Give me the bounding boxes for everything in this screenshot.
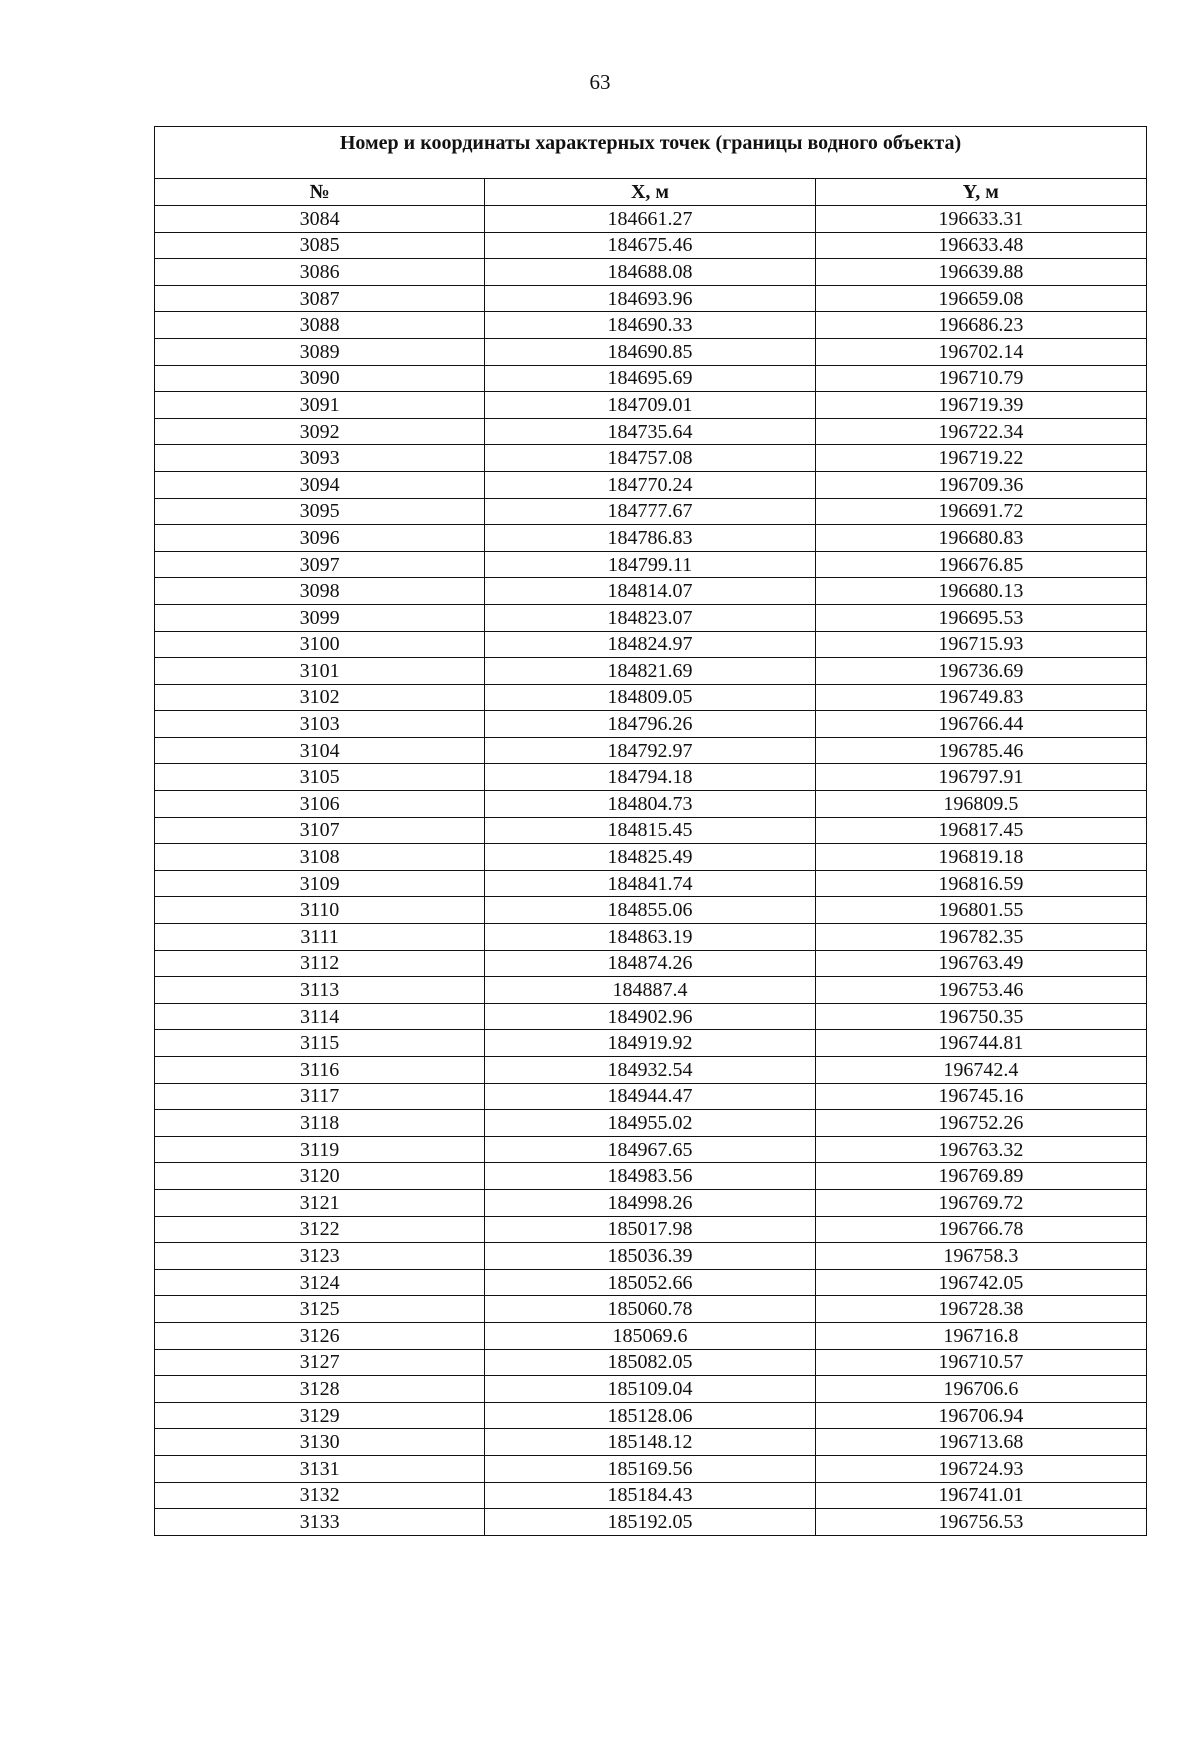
x-coordinate-cell: 184675.46	[485, 232, 815, 259]
point-number-cell: 3124	[155, 1269, 485, 1296]
point-number-cell: 3126	[155, 1322, 485, 1349]
point-number-cell: 3130	[155, 1429, 485, 1456]
y-coordinate-cell: 196753.46	[815, 977, 1146, 1004]
table-row	[155, 1030, 1147, 1057]
point-number-cell: 3088	[155, 312, 485, 339]
x-coordinate-cell: 184998.26	[485, 1189, 815, 1216]
point-number-cell: 3102	[155, 684, 485, 711]
table-row	[155, 312, 1147, 339]
x-coordinate-cell: 185082.05	[485, 1349, 815, 1376]
y-coordinate-cell: 196769.89	[815, 1163, 1146, 1190]
x-coordinate-cell: 184841.74	[485, 870, 815, 897]
x-coordinate-cell: 184794.18	[485, 764, 815, 791]
table-row	[155, 1509, 1147, 1536]
point-number-cell: 3101	[155, 658, 485, 685]
point-number-cell: 3085	[155, 232, 485, 259]
table-row	[155, 604, 1147, 631]
x-coordinate-cell: 185148.12	[485, 1429, 815, 1456]
table-row	[155, 684, 1147, 711]
x-coordinate-cell: 184814.07	[485, 578, 815, 605]
x-coordinate-cell: 184809.05	[485, 684, 815, 711]
y-coordinate-cell: 196680.83	[815, 525, 1146, 552]
point-number-cell: 3094	[155, 471, 485, 498]
point-number-cell: 3108	[155, 844, 485, 871]
table-row	[155, 791, 1147, 818]
x-coordinate-cell: 184757.08	[485, 445, 815, 472]
x-coordinate-cell: 184919.92	[485, 1030, 815, 1057]
point-number-cell: 3092	[155, 418, 485, 445]
y-coordinate-cell: 196680.13	[815, 578, 1146, 605]
table-row	[155, 631, 1147, 658]
table-body	[155, 206, 1147, 1536]
table-row	[155, 1083, 1147, 1110]
y-coordinate-cell: 196809.5	[815, 791, 1146, 818]
y-coordinate-cell: 196785.46	[815, 737, 1146, 764]
point-number-cell: 3118	[155, 1110, 485, 1137]
y-coordinate-cell: 196686.23	[815, 312, 1146, 339]
table-caption: Номер и координаты характерных точек (границы водного объекта)	[155, 127, 1147, 179]
point-number-cell: 3131	[155, 1455, 485, 1482]
table-row	[155, 232, 1147, 259]
y-coordinate-cell: 196769.72	[815, 1189, 1146, 1216]
y-coordinate-cell: 196758.3	[815, 1243, 1146, 1270]
point-number-cell: 3103	[155, 711, 485, 738]
column-header-number: №	[155, 179, 485, 206]
table-row	[155, 658, 1147, 685]
y-coordinate-cell: 196766.78	[815, 1216, 1146, 1243]
x-coordinate-cell: 184735.64	[485, 418, 815, 445]
point-number-cell: 3110	[155, 897, 485, 924]
point-number-cell: 3129	[155, 1402, 485, 1429]
point-number-cell: 3095	[155, 498, 485, 525]
y-coordinate-cell: 196766.44	[815, 711, 1146, 738]
point-number-cell: 3084	[155, 206, 485, 233]
point-number-cell: 3100	[155, 631, 485, 658]
y-coordinate-cell: 196659.08	[815, 285, 1146, 312]
table-row	[155, 1482, 1147, 1509]
x-coordinate-cell: 184863.19	[485, 924, 815, 951]
column-header-x: X, м	[485, 179, 815, 206]
x-coordinate-cell: 185192.05	[485, 1509, 815, 1536]
x-coordinate-cell: 185169.56	[485, 1455, 815, 1482]
point-number-cell: 3117	[155, 1083, 485, 1110]
x-coordinate-cell: 184804.73	[485, 791, 815, 818]
table-row	[155, 764, 1147, 791]
table-row	[155, 1243, 1147, 1270]
y-coordinate-cell: 196706.94	[815, 1402, 1146, 1429]
y-coordinate-cell: 196719.39	[815, 392, 1146, 419]
table-row	[155, 844, 1147, 871]
table-row	[155, 1322, 1147, 1349]
x-coordinate-cell: 184825.49	[485, 844, 815, 871]
y-coordinate-cell: 196633.31	[815, 206, 1146, 233]
x-coordinate-cell: 184821.69	[485, 658, 815, 685]
table-row	[155, 445, 1147, 472]
table-row	[155, 950, 1147, 977]
point-number-cell: 3121	[155, 1189, 485, 1216]
point-number-cell: 3122	[155, 1216, 485, 1243]
y-coordinate-cell: 196763.32	[815, 1136, 1146, 1163]
x-coordinate-cell: 184796.26	[485, 711, 815, 738]
x-coordinate-cell: 185017.98	[485, 1216, 815, 1243]
x-coordinate-cell: 184944.47	[485, 1083, 815, 1110]
table-row	[155, 977, 1147, 1004]
point-number-cell: 3098	[155, 578, 485, 605]
point-number-cell: 3086	[155, 259, 485, 286]
x-coordinate-cell: 185060.78	[485, 1296, 815, 1323]
x-coordinate-cell: 184695.69	[485, 365, 815, 392]
table-row	[155, 897, 1147, 924]
table-row	[155, 1455, 1147, 1482]
point-number-cell: 3113	[155, 977, 485, 1004]
point-number-cell: 3116	[155, 1057, 485, 1084]
y-coordinate-cell: 196819.18	[815, 844, 1146, 871]
point-number-cell: 3109	[155, 870, 485, 897]
table-row	[155, 365, 1147, 392]
table-row	[155, 711, 1147, 738]
point-number-cell: 3089	[155, 338, 485, 365]
table-row	[155, 1269, 1147, 1296]
point-number-cell: 3104	[155, 737, 485, 764]
table-row	[155, 285, 1147, 312]
x-coordinate-cell: 185128.06	[485, 1402, 815, 1429]
table-header-row	[155, 179, 1147, 206]
y-coordinate-cell: 196736.69	[815, 658, 1146, 685]
y-coordinate-cell: 196742.05	[815, 1269, 1146, 1296]
x-coordinate-cell: 184690.33	[485, 312, 815, 339]
point-number-cell: 3090	[155, 365, 485, 392]
point-number-cell: 3114	[155, 1003, 485, 1030]
table-row	[155, 1429, 1147, 1456]
table-row	[155, 578, 1147, 605]
point-number-cell: 3107	[155, 817, 485, 844]
point-number-cell: 3099	[155, 604, 485, 631]
x-coordinate-cell: 185109.04	[485, 1376, 815, 1403]
table-row	[155, 870, 1147, 897]
table-row	[155, 1136, 1147, 1163]
y-coordinate-cell: 196817.45	[815, 817, 1146, 844]
x-coordinate-cell: 184815.45	[485, 817, 815, 844]
x-coordinate-cell: 184690.85	[485, 338, 815, 365]
x-coordinate-cell: 184792.97	[485, 737, 815, 764]
point-number-cell: 3091	[155, 392, 485, 419]
table-row	[155, 737, 1147, 764]
table-row	[155, 1110, 1147, 1137]
y-coordinate-cell: 196749.83	[815, 684, 1146, 711]
y-coordinate-cell: 196763.49	[815, 950, 1146, 977]
y-coordinate-cell: 196756.53	[815, 1509, 1146, 1536]
point-number-cell: 3105	[155, 764, 485, 791]
y-coordinate-cell: 196710.79	[815, 365, 1146, 392]
y-coordinate-cell: 196724.93	[815, 1455, 1146, 1482]
table-row	[155, 1163, 1147, 1190]
y-coordinate-cell: 196639.88	[815, 259, 1146, 286]
x-coordinate-cell: 184777.67	[485, 498, 815, 525]
x-coordinate-cell: 185184.43	[485, 1482, 815, 1509]
point-number-cell: 3119	[155, 1136, 485, 1163]
y-coordinate-cell: 196702.14	[815, 338, 1146, 365]
y-coordinate-cell: 196742.4	[815, 1057, 1146, 1084]
table-row	[155, 259, 1147, 286]
x-coordinate-cell: 184693.96	[485, 285, 815, 312]
x-coordinate-cell: 184823.07	[485, 604, 815, 631]
table-row	[155, 1057, 1147, 1084]
y-coordinate-cell: 196676.85	[815, 551, 1146, 578]
x-coordinate-cell: 184855.06	[485, 897, 815, 924]
y-coordinate-cell: 196633.48	[815, 232, 1146, 259]
point-number-cell: 3093	[155, 445, 485, 472]
x-coordinate-cell: 184709.01	[485, 392, 815, 419]
point-number-cell: 3120	[155, 1163, 485, 1190]
x-coordinate-cell: 184932.54	[485, 1057, 815, 1084]
point-number-cell: 3125	[155, 1296, 485, 1323]
point-number-cell: 3115	[155, 1030, 485, 1057]
table-row	[155, 1349, 1147, 1376]
x-coordinate-cell: 185052.66	[485, 1269, 815, 1296]
table-row	[155, 1003, 1147, 1030]
y-coordinate-cell: 196706.6	[815, 1376, 1146, 1403]
y-coordinate-cell: 196801.55	[815, 897, 1146, 924]
y-coordinate-cell: 196715.93	[815, 631, 1146, 658]
y-coordinate-cell: 196797.91	[815, 764, 1146, 791]
y-coordinate-cell: 196741.01	[815, 1482, 1146, 1509]
x-coordinate-cell: 184799.11	[485, 551, 815, 578]
x-coordinate-cell: 184967.65	[485, 1136, 815, 1163]
table-row	[155, 525, 1147, 552]
y-coordinate-cell: 196728.38	[815, 1296, 1146, 1323]
y-coordinate-cell: 196695.53	[815, 604, 1146, 631]
x-coordinate-cell: 184770.24	[485, 471, 815, 498]
x-coordinate-cell: 184874.26	[485, 950, 815, 977]
point-number-cell: 3097	[155, 551, 485, 578]
y-coordinate-cell: 196716.8	[815, 1322, 1146, 1349]
point-number-cell: 3111	[155, 924, 485, 951]
point-number-cell: 3133	[155, 1509, 485, 1536]
x-coordinate-cell: 184786.83	[485, 525, 815, 552]
y-coordinate-cell: 196691.72	[815, 498, 1146, 525]
x-coordinate-cell: 184983.56	[485, 1163, 815, 1190]
table-row	[155, 1376, 1147, 1403]
x-coordinate-cell: 185069.6	[485, 1322, 815, 1349]
point-number-cell: 3123	[155, 1243, 485, 1270]
table-row	[155, 817, 1147, 844]
coordinates-table-container	[154, 126, 1147, 1536]
point-number-cell: 3096	[155, 525, 485, 552]
y-coordinate-cell: 196782.35	[815, 924, 1146, 951]
table-row	[155, 1216, 1147, 1243]
table-row	[155, 1189, 1147, 1216]
y-coordinate-cell: 196745.16	[815, 1083, 1146, 1110]
table-row	[155, 498, 1147, 525]
table-row	[155, 924, 1147, 951]
point-number-cell: 3087	[155, 285, 485, 312]
point-number-cell: 3106	[155, 791, 485, 818]
x-coordinate-cell: 184902.96	[485, 1003, 815, 1030]
column-header-y: Y, м	[815, 179, 1146, 206]
table-row	[155, 551, 1147, 578]
x-coordinate-cell: 184955.02	[485, 1110, 815, 1137]
x-coordinate-cell: 184824.97	[485, 631, 815, 658]
point-number-cell: 3112	[155, 950, 485, 977]
table-row	[155, 471, 1147, 498]
y-coordinate-cell: 196744.81	[815, 1030, 1146, 1057]
x-coordinate-cell: 184887.4	[485, 977, 815, 1004]
table-row	[155, 1402, 1147, 1429]
y-coordinate-cell: 196752.26	[815, 1110, 1146, 1137]
point-number-cell: 3132	[155, 1482, 485, 1509]
y-coordinate-cell: 196722.34	[815, 418, 1146, 445]
page-number: 63	[589, 70, 611, 94]
point-number-cell: 3127	[155, 1349, 485, 1376]
x-coordinate-cell: 185036.39	[485, 1243, 815, 1270]
y-coordinate-cell: 196710.57	[815, 1349, 1146, 1376]
point-number-cell: 3128	[155, 1376, 485, 1403]
y-coordinate-cell: 196750.35	[815, 1003, 1146, 1030]
y-coordinate-cell: 196713.68	[815, 1429, 1146, 1456]
coordinates-table	[154, 126, 1147, 1536]
table-row	[155, 206, 1147, 233]
x-coordinate-cell: 184661.27	[485, 206, 815, 233]
table-row	[155, 1296, 1147, 1323]
table-row	[155, 418, 1147, 445]
table-row	[155, 338, 1147, 365]
x-coordinate-cell: 184688.08	[485, 259, 815, 286]
table-row	[155, 392, 1147, 419]
y-coordinate-cell: 196719.22	[815, 445, 1146, 472]
y-coordinate-cell: 196816.59	[815, 870, 1146, 897]
y-coordinate-cell: 196709.36	[815, 471, 1146, 498]
